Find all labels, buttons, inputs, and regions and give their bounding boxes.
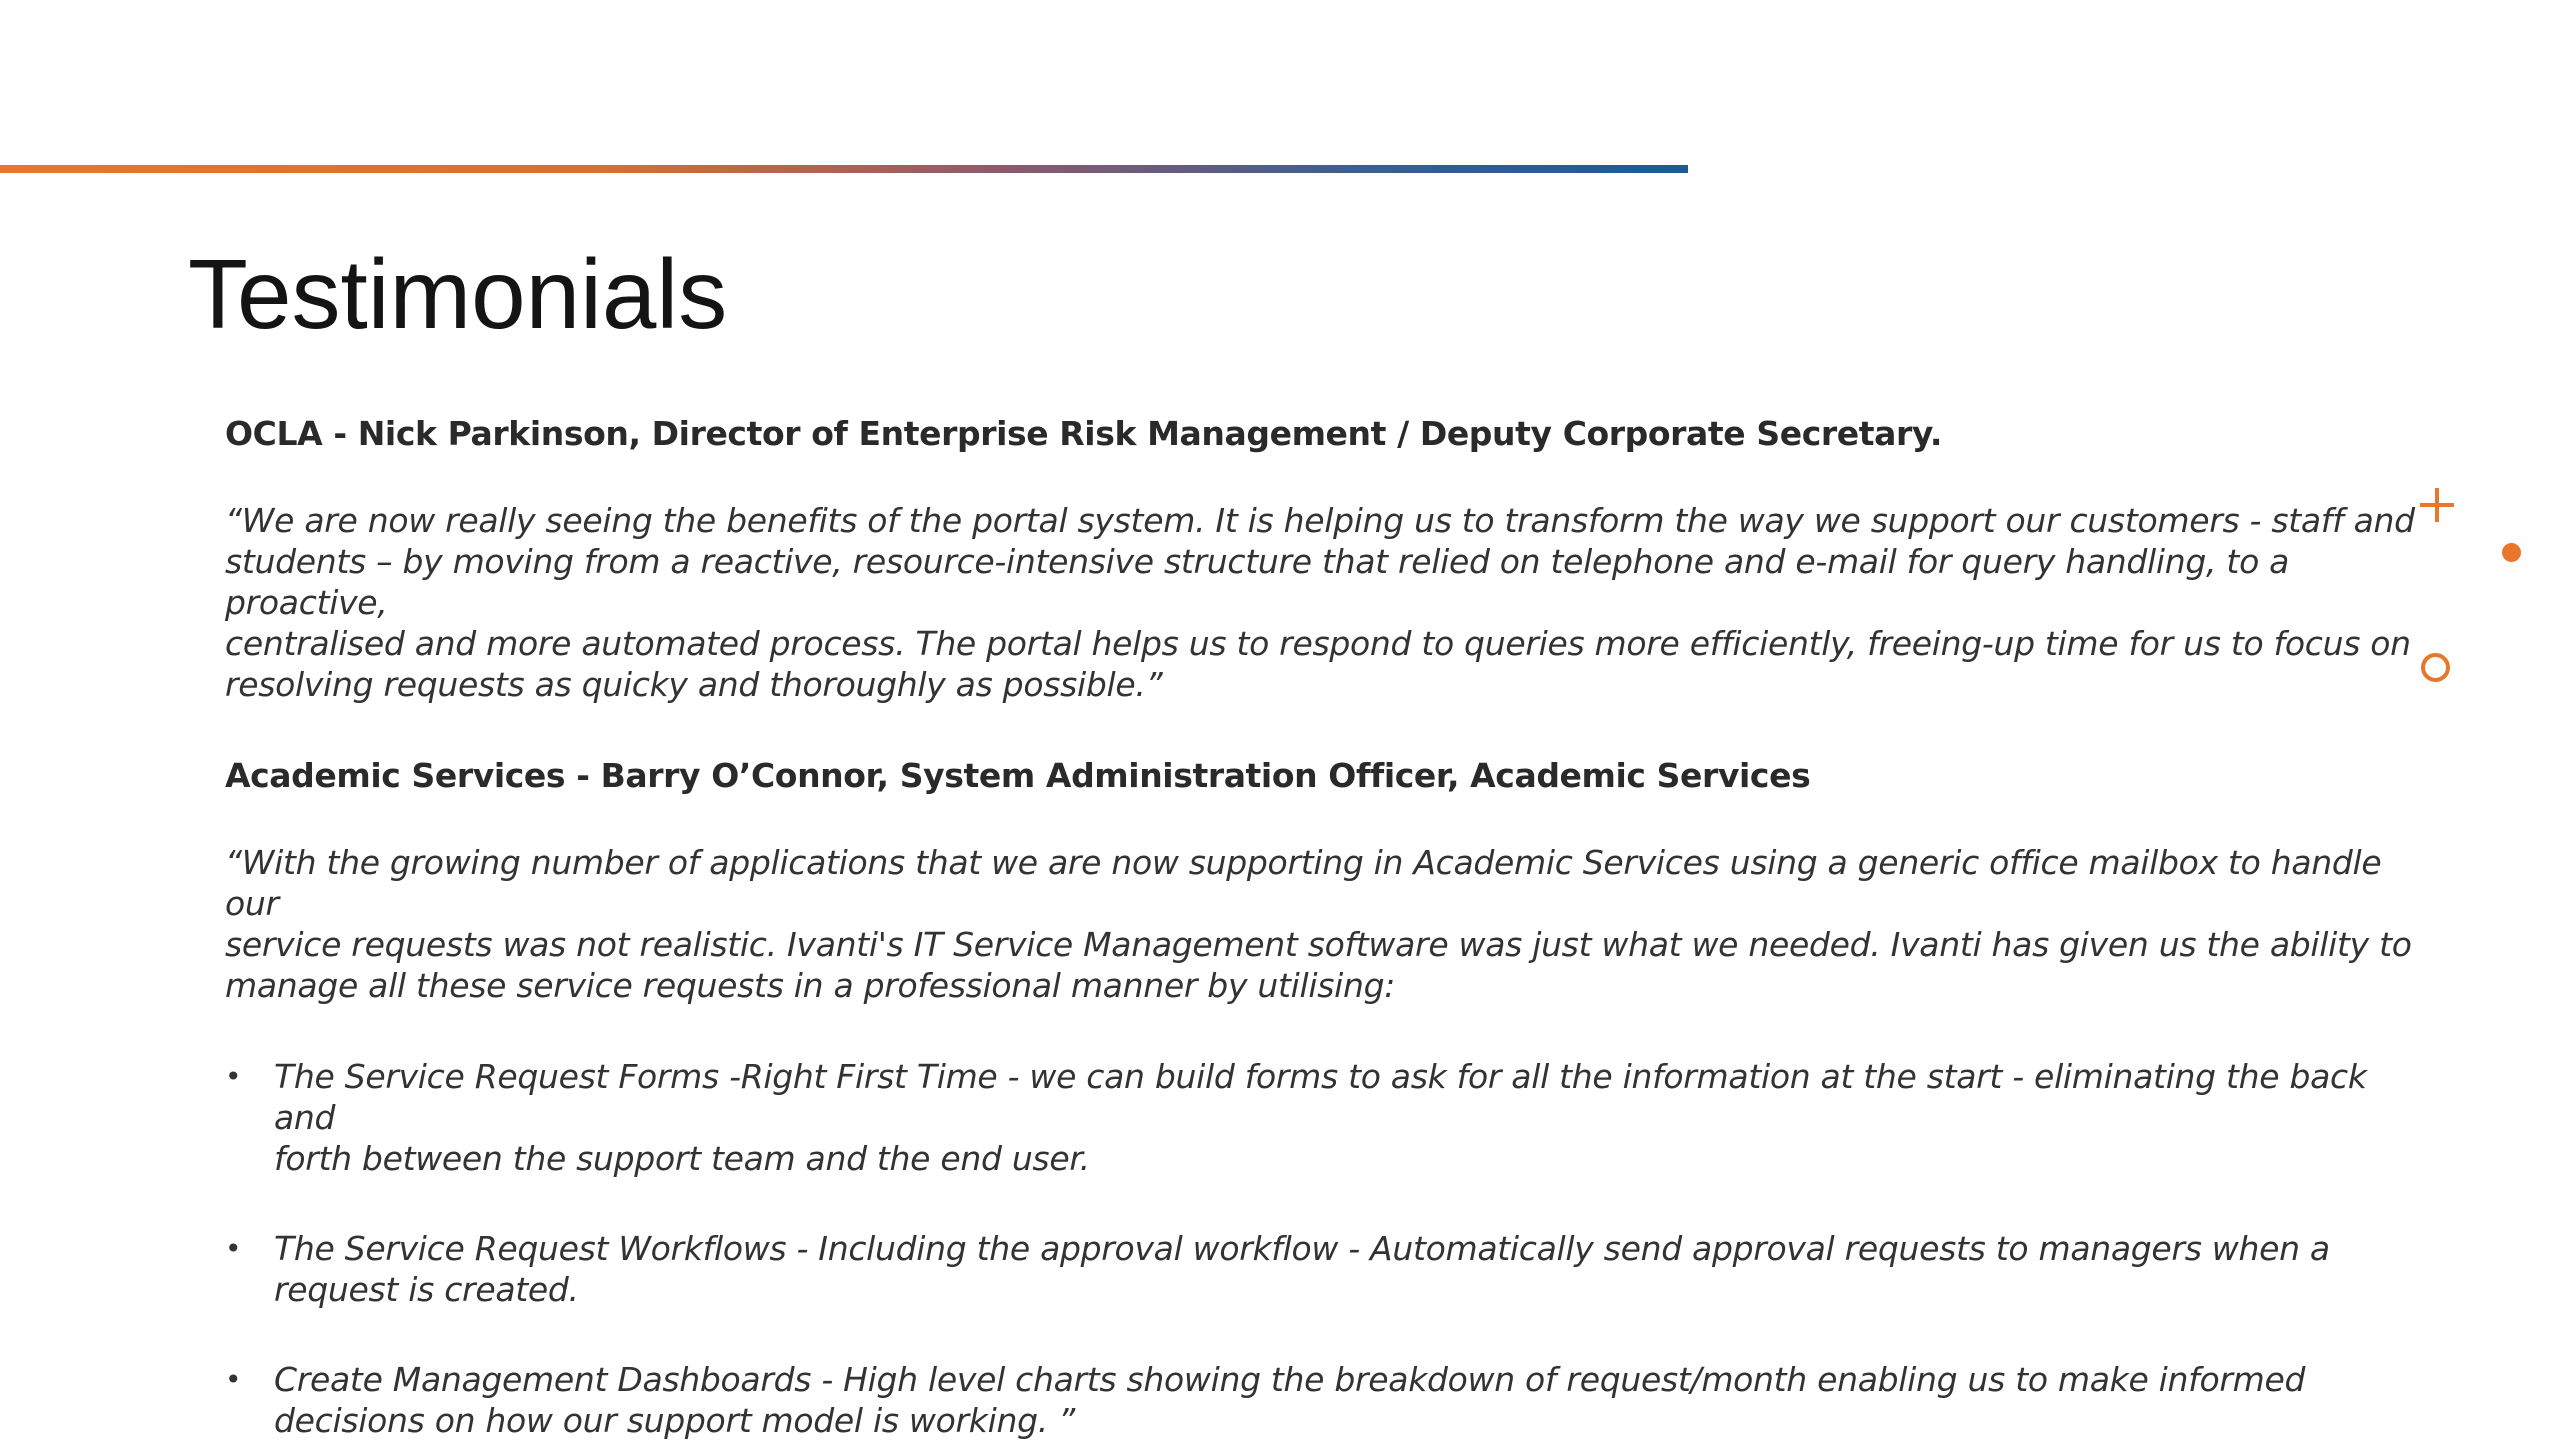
quote-line: students – by moving from a reactive, resource-intensive structure that relied on telephone and e-mail for query handling, to a proactive, <box>225 542 2290 622</box>
slide-title: Testimonials <box>188 239 728 349</box>
bullet-item-service-request-forms <box>225 1056 2425 1179</box>
bullet-item-management-dashboards <box>225 1359 2425 1441</box>
plus-icon <box>2420 488 2454 522</box>
quote-line: resolving requests as quicky and thoroughly as possible.” <box>225 665 1163 704</box>
testimonial-quote-academic-services <box>225 842 2425 1006</box>
bullet-item-service-request-workflows <box>225 1228 2425 1310</box>
bullet-marker: • <box>225 1363 242 1396</box>
bullet-line: forth between the support team and the end user. <box>274 1139 1090 1178</box>
testimonial-heading-academic-services: Academic Services - Barry O’Connor, System Administration Officer, Academic Services <box>225 756 1811 795</box>
accent-gradient-line <box>0 165 1688 173</box>
ring-icon <box>2421 653 2450 682</box>
testimonial-quote-ocla <box>225 500 2425 705</box>
testimonials-body <box>225 410 2425 1441</box>
bullet-line: The Service Request Forms -Right First Time - we can build forms to ask for all the information at the start - eliminating the back and <box>274 1057 2367 1137</box>
quote-line: “With the growing number of applications that we are now supporting in Academic Services using a generic office mailbox to handle our <box>225 843 2382 923</box>
dot-icon <box>2502 543 2521 562</box>
bullet-line: decisions on how our support model is working. ” <box>274 1401 1075 1440</box>
feature-bullet-list <box>225 1056 2425 1441</box>
quote-line: centralised and more automated process. The portal helps us to respond to queries more efficiently, freeing-up time for us to focus on <box>225 624 2411 663</box>
bullet-line: The Service Request Workflows - Including the approval workflow - Automatically send approval requests to managers when a <box>274 1229 2330 1268</box>
bullet-line: Create Management Dashboards - High level charts showing the breakdown of request/month enabling us to make informed <box>274 1360 2306 1399</box>
bullet-marker: • <box>225 1232 242 1265</box>
bullet-line: request is created. <box>274 1270 579 1309</box>
quote-line: “We are now really seeing the benefits of the portal system. It is helping us to transform the way we support our customers - staff and <box>225 501 2415 540</box>
testimonial-heading-ocla: OCLA - Nick Parkinson, Director of Enterprise Risk Management / Deputy Corporate Secretary. <box>225 414 1943 453</box>
quote-line: manage all these service requests in a professional manner by utilising: <box>225 966 1396 1005</box>
quote-line: service requests was not realistic. Ivanti's IT Service Management software was just what we needed. Ivanti has given us the ability to <box>225 925 2412 964</box>
bullet-marker: • <box>225 1060 242 1093</box>
